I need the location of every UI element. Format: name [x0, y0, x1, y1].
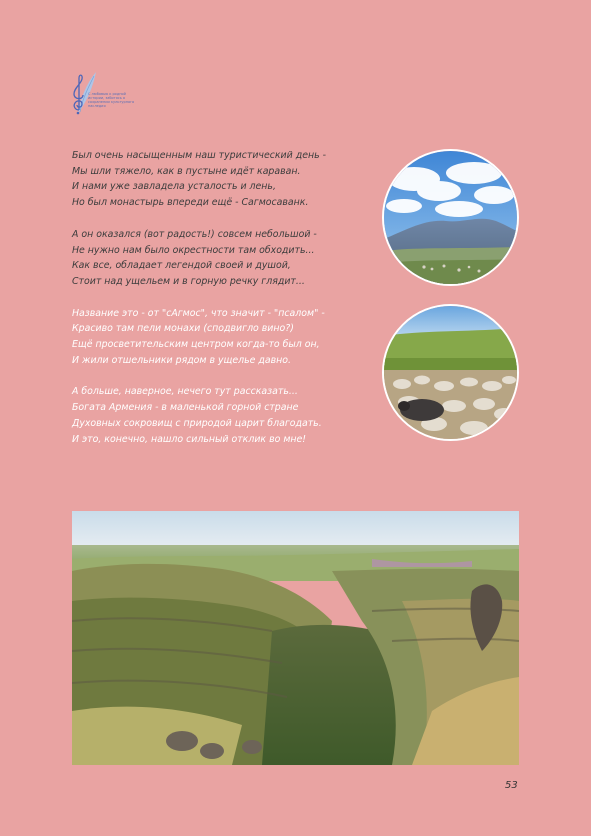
- photo-mountain-sky: [382, 149, 519, 286]
- logo-caption: С любовью к родной истории, заботясь о сохранении культурного наследия: [88, 92, 135, 108]
- poem: [72, 148, 372, 463]
- poem-line: Не нужно нам было окрестности там обходить...: [72, 244, 315, 256]
- poem-line: А он оказался (вот радость!) совсем небольшой -: [72, 228, 317, 240]
- poem-line: Название это - от "сАгмос", что значит - "псалом" -: [72, 307, 325, 319]
- poem-line: И жили отшельники рядом в ущелье давно.: [72, 354, 291, 366]
- stanza-1: [72, 148, 372, 211]
- publisher-logo: [70, 70, 140, 116]
- poem-line: А больше, наверное, нечего тут рассказать...: [72, 386, 298, 398]
- page-number: 53: [505, 780, 518, 791]
- stanza-3: [72, 306, 372, 369]
- poem-line: Был очень насыщенным наш туристический день -: [72, 150, 326, 161]
- stanza-2: [72, 227, 372, 290]
- poem-line: Богата Армения - в маленькой горной стране: [72, 402, 299, 414]
- poem-line: Ещё просветительским центром когда-то был он,: [72, 339, 320, 351]
- poem-line: Духовных сокровищ с природой царит благодать.: [72, 417, 322, 429]
- poem-line: Но был монастырь впереди ещё - Сагмосаванк.: [72, 197, 309, 209]
- poem-line: И нами уже завладела усталость и лень,: [72, 181, 276, 193]
- poem-line: Красиво там пели монахи (сподвигло вино?): [72, 323, 294, 335]
- poem-line: И это, конечно, нашло сильный отклик во мне!: [72, 433, 307, 445]
- poem-line: Стоит над ущельем и в горную речку глядит...: [72, 275, 305, 287]
- poem-line: Мы шли тяжело, как в пустыне идёт караван.: [72, 165, 301, 177]
- photo-sheep-field: [382, 304, 519, 441]
- poem-line: Как все, обладает легендой своей и душой,: [72, 260, 291, 272]
- photo-canyon-panorama: [72, 511, 519, 765]
- stanza-4: [72, 384, 372, 447]
